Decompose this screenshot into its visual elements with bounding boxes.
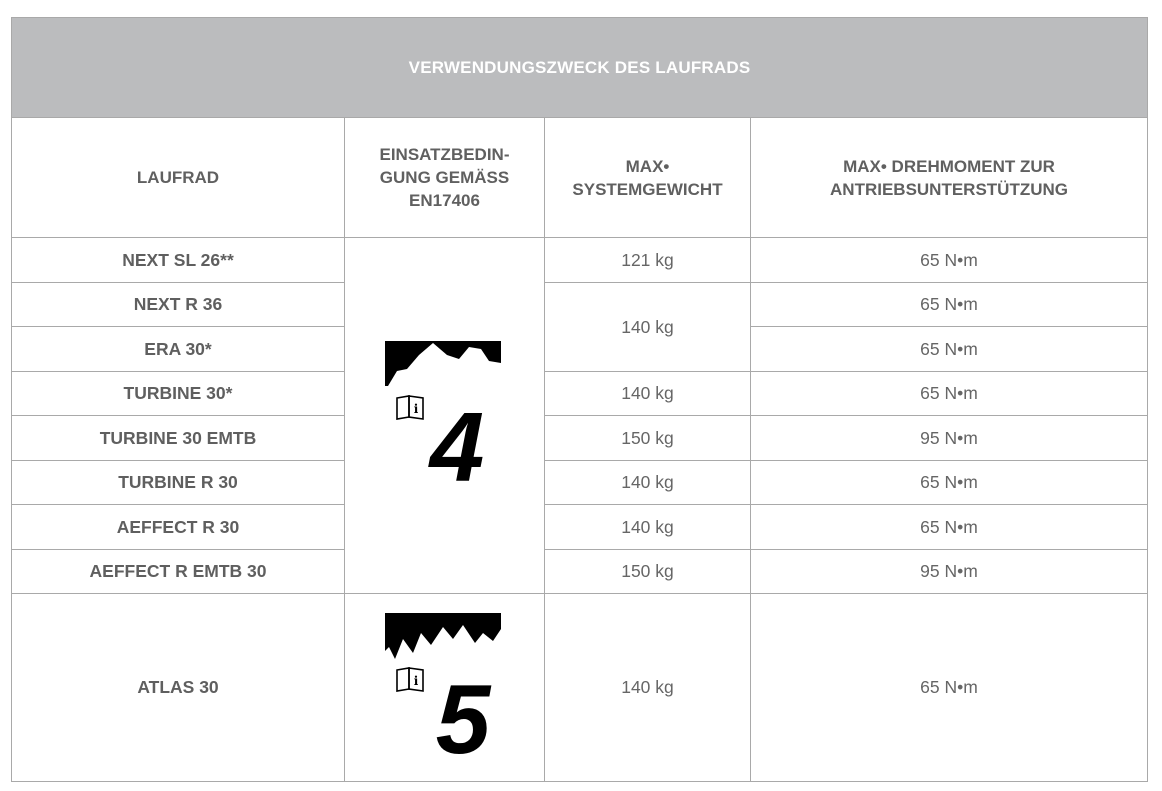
max-torque: 65 N•m bbox=[751, 594, 1148, 782]
table-row bbox=[12, 238, 1148, 283]
category-4-badge bbox=[385, 341, 505, 491]
header-condition bbox=[345, 118, 545, 238]
header-condition-line1: EINSATZBEDIN- bbox=[379, 145, 510, 164]
wheel-name: NEXT SL 26** bbox=[12, 238, 345, 283]
wheel-usage-table bbox=[11, 17, 1148, 782]
wheel-name: ATLAS 30 bbox=[12, 594, 345, 782]
table-row bbox=[12, 594, 1148, 782]
table-row bbox=[12, 461, 1148, 505]
header-condition-line2: GUNG GEMÄSS bbox=[379, 168, 510, 187]
max-torque: 65 N•m bbox=[751, 372, 1148, 416]
header-torque bbox=[751, 118, 1148, 238]
header-torque-line2: ANTRIEBSUNTERSTÜTZUNG bbox=[830, 179, 1069, 199]
header-weight-line2: SYSTEMGEWICHT bbox=[572, 179, 723, 199]
header-condition-line3: EN17406 bbox=[409, 191, 480, 210]
wheel-name: AEFFECT R 30 bbox=[12, 505, 345, 550]
header-weight bbox=[545, 118, 751, 238]
svg-text:i: i bbox=[413, 673, 418, 688]
table-row bbox=[12, 550, 1148, 594]
max-torque: 65 N•m bbox=[751, 283, 1148, 327]
svg-text:i: i bbox=[413, 401, 418, 416]
category-5-badge bbox=[385, 613, 505, 763]
table-title: VERWENDUNGSZWECK DES LAUFRADS bbox=[12, 18, 1148, 118]
category-4-number: 4 bbox=[429, 391, 484, 491]
wheel-name: AEFFECT R EMTB 30 bbox=[12, 550, 345, 594]
max-torque: 65 N•m bbox=[751, 238, 1148, 283]
mountain-category-icon bbox=[385, 341, 501, 386]
manual-info-icon bbox=[397, 668, 423, 691]
max-weight: 150 kg bbox=[545, 416, 751, 461]
max-weight: 140 kg bbox=[545, 372, 751, 416]
max-weight: 150 kg bbox=[545, 550, 751, 594]
max-torque: 65 N•m bbox=[751, 461, 1148, 505]
table-row bbox=[12, 283, 1148, 327]
max-weight: 140 kg bbox=[545, 505, 751, 550]
max-torque: 65 N•m bbox=[751, 505, 1148, 550]
wheel-name: TURBINE 30 EMTB bbox=[12, 416, 345, 461]
wheel-name: TURBINE R 30 bbox=[12, 461, 345, 505]
max-torque: 95 N•m bbox=[751, 416, 1148, 461]
header-wheel: LAUFRAD bbox=[12, 118, 345, 238]
table-row bbox=[12, 372, 1148, 416]
wheel-name: TURBINE 30* bbox=[12, 372, 345, 416]
max-weight: 121 kg bbox=[545, 238, 751, 283]
wheel-name: ERA 30* bbox=[12, 327, 345, 372]
category-4-cell bbox=[345, 238, 545, 594]
max-weight: 140 kg bbox=[545, 594, 751, 782]
max-weight: 140 kg bbox=[545, 461, 751, 505]
max-torque: 95 N•m bbox=[751, 550, 1148, 594]
mountain-category-icon bbox=[385, 613, 501, 659]
manual-info-icon bbox=[397, 396, 423, 419]
header-torque-line1: MAX• DREHMOMENT ZUR bbox=[843, 156, 1055, 176]
table-row bbox=[12, 416, 1148, 461]
header-weight-line1: MAX• bbox=[625, 156, 670, 176]
max-torque: 65 N•m bbox=[751, 327, 1148, 372]
category-5-cell bbox=[345, 594, 545, 782]
max-weight: 140 kg bbox=[545, 283, 751, 372]
table-row bbox=[12, 505, 1148, 550]
wheel-name: NEXT R 36 bbox=[12, 283, 345, 327]
category-5-number: 5 bbox=[435, 663, 490, 763]
